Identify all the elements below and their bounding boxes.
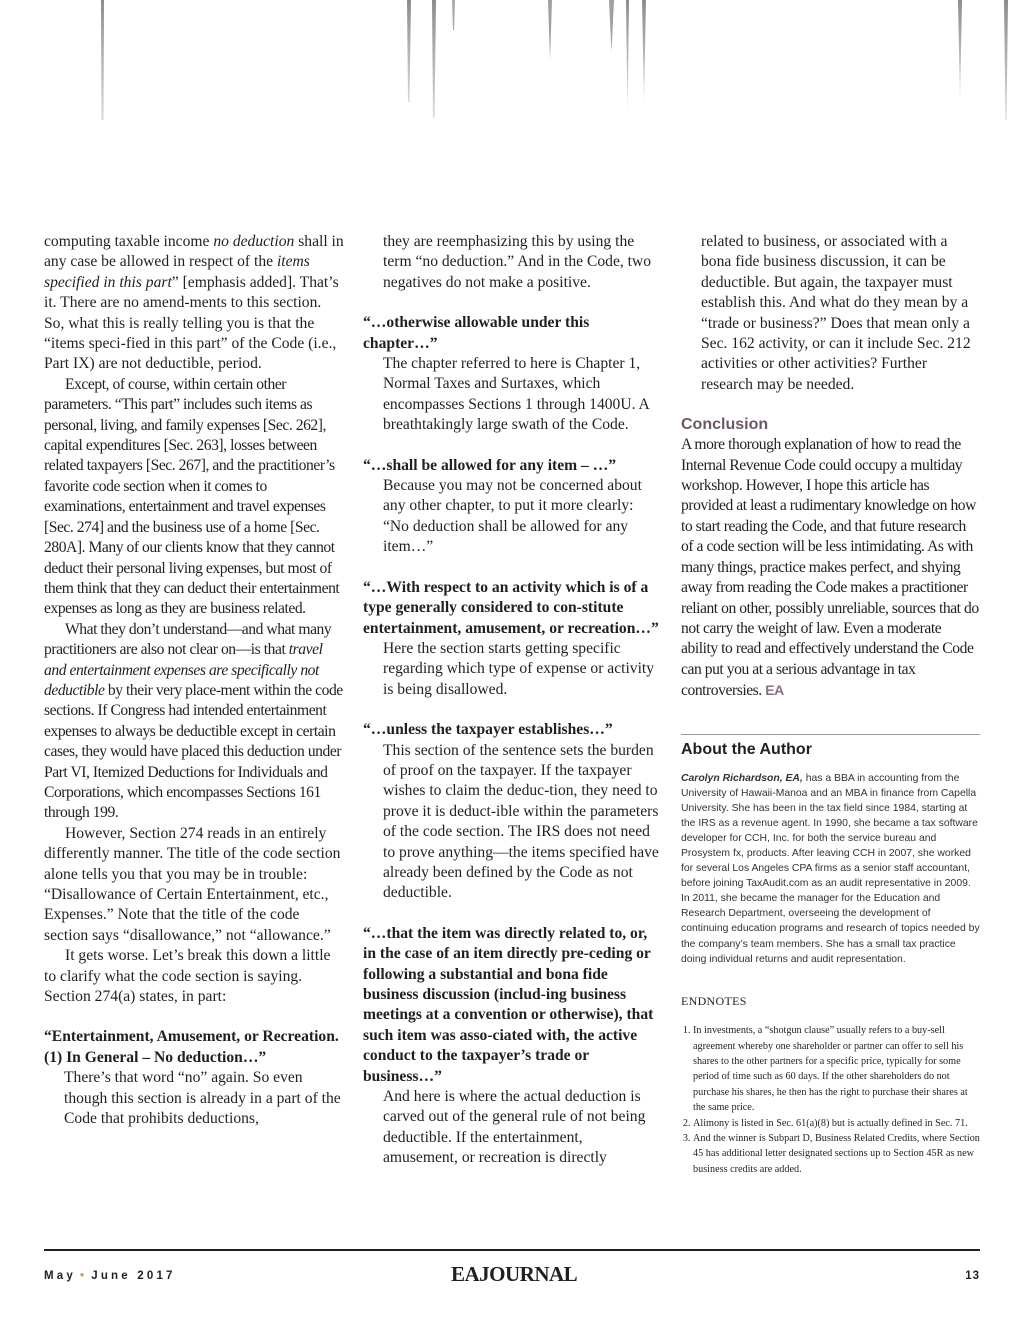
paragraph: they are reemphasizing this by using the term “no deduction.” And in the Code, two negatives do not make a positive.	[383, 233, 652, 291]
paragraph: The chapter referred to here is Chapter 1, Normal Taxes and Surtaxes, which encompasses Sections 1 through 1400U. A breathtakingly large swath of the Code.	[383, 355, 649, 434]
text-run: ” [emphasis added]. That’s it. There are no amend-ments to this section. So, what this is really telling you is that the “items speci-fied in this part” of the Code (i.e., Part IX) are not deductible, period.	[44, 273, 339, 373]
text-run: by their very place-ment within the code sections. If Congress had intended entertainment expenses to always be deductible except in certain cases, they would have placed this deduction under Part VI, Itemized Deductions for Individuals and Corporations, which encompasses Sections 161 through 199.	[44, 681, 343, 822]
paragraph: However, Section 274 reads in an entirely differently manner. The title of the code section alone tells you that you may be in trouble: “Disallowance of Certain Entertainment, etc., Expenses.” Note that the title of the code section says “disallowance,” not “allowance.”	[44, 824, 341, 944]
author-name: Carolyn Richardson, EA,	[681, 772, 803, 784]
paragraph: Except, of course, within certain other parameters. “This part” includes such items as personal, living, and family expenses [Sec. 262], capital expenditures [Sec. 263], losses between related taxpayers [Sec. 267], and the practitioner’s favorite code section when it comes to examinations, entertainment and travel expenses [Sec. 274] and the business use of a home [Sec. 280A]. Many of our clients know that they cannot deduct their personal living expenses, but most of them think that they can deduct their entertainment expenses as long as they are business related.	[44, 375, 340, 618]
emphasis-text: travel and entertainment expenses are specifically not deductible	[44, 641, 323, 699]
emphasis-text: items specified in this part	[44, 253, 310, 291]
paragraph: related to business, or associated with a bona fide business discussion, it can be deductible. But again, the taxpayer must establish this. And what do they mean by a “trade or business?” Does that mean only a Sec. 162 activity, or can it include Sec. 212 activities or other activities? Further research may be needed.	[701, 233, 971, 393]
endnote: 1. In investments, a “shotgun clause” usually refers to a buy-sell agreement whereby one shareholder or partner can offer to sell his shares to the other partners for a specific price, typically for some period of time such as 60 days. If the other shareholders do not purchase his shares, he then has the right to purchase their shares at the same price.	[693, 1023, 980, 1115]
paragraph: This section of the sentence sets the burden of proof on the taxpayer. If the taxpayer wishes to claim the deduc-tion, they need to prove it is deduct-ible within the parameters of the code section. The IRS does not need to prove anything—the items specified have already been defined by the Code as not deductible.	[383, 741, 659, 902]
issue-month-b: June 2017	[91, 1270, 176, 1282]
paragraph	[44, 232, 344, 375]
code-quote-heading: “…otherwise allowable under this chapter…”	[363, 314, 590, 352]
separator-bullet: •	[79, 1270, 88, 1282]
code-quote-heading: “…With respect to an activity which is of a type generally considered to con-stitute entertainment, amusement, or recreation…”	[363, 578, 659, 637]
page-number: 13	[965, 1270, 980, 1282]
header-decorative-lines	[0, 0, 1024, 200]
author-bio	[681, 771, 980, 967]
text-run: What they don’t understand—and what many practitioners are also not clear on—is that	[44, 620, 332, 659]
endnotes-list	[681, 1023, 980, 1177]
divider	[681, 734, 980, 735]
endnote: 2. Alimony is listed in Sec. 61(a)(8) but is actually defined in Sec. 71.	[693, 1116, 980, 1131]
code-quote-heading: “…that the item was directly related to, or, in the case of an item directly pre-ceding or following a substantial and bona fide business discussion (includ-ing business meetings at a convention or otherwise), that such item was asso-ciated with, the active conduct to the taxpayer’s trade or business…”	[363, 924, 654, 1085]
journal-logo: EAJOURNAL	[451, 1262, 578, 1286]
paragraph: Because you may not be concerned about any other chapter, to put it more clearly: “No deduction shall be allowed for any item…”	[383, 477, 642, 556]
endnote: 3. And the winner is Subpart D, Business Related Credits, where Section 45 has additional letter designated sections up to Section 45R as new business credits are added.	[693, 1131, 980, 1177]
paragraph: And here is where the actual deduction is carved out of the general rule of not being deductible. If the entertainment, amusement, or recreation is directly	[383, 1088, 646, 1167]
column-1	[44, 232, 344, 1129]
code-quote-heading: “…shall be allowed for any item – …”	[363, 456, 617, 474]
end-mark: EA	[765, 682, 784, 699]
paragraph: It gets worse. Let’s break this down a little to clarify what the code section is saying. Section 274(a) states, in part:	[44, 947, 331, 1006]
text-run: shall in any case be allowed in respect of the	[44, 233, 344, 271]
conclusion-heading: Conclusion	[681, 416, 769, 434]
emphasis-text: no deduction	[213, 233, 295, 250]
issue-date	[44, 1270, 176, 1282]
paragraph: Here the section starts getting specific regarding which type of expense or activity is being disallowed.	[383, 639, 655, 698]
code-quote-heading: “Entertainment, Amusement, or Recreation. (1) In General – No deduction…”	[44, 1028, 339, 1066]
about-author-heading: About the Author	[681, 740, 812, 758]
text-run: computing taxable income	[44, 233, 214, 250]
column-3	[681, 232, 980, 1177]
footer-rule	[44, 1249, 980, 1251]
paragraph	[681, 435, 980, 701]
text-run: A more thorough explanation of how to read the Internal Revenue Code could occupy a multiday workshop. However, I hope this article has provided at least a rudimentary knowledge on how to start reading the Code, and that future research of a code section will be less intimidating. As with many things, practice makes perfect, and shying away from reading the Code makes a practitioner reliant on other, possibly unreliable, sources that do not carry the weight of law. Even a moderate ability to read and effectively understand the Code can put you at a serious advantage in tax controversies.	[681, 436, 979, 700]
column-2	[363, 232, 661, 1169]
endnotes-heading: ENDNOTES	[681, 993, 747, 1008]
text-run: has a BBA in accounting from the University of Hawaii-Manoa and an MBA in finance from Capella University. She has been in the tax field since 1984, starting at the IRS as a revenue agent. In 1990, she became a tax software developer for CCH, Inc. for both the service bureau and Prosystem fx, products. After leaving CCH in 2007, she worked for several Los Angeles CPA firms as a senior staff accountant, before joining TaxAudit.com as an audit representative in 2009. In 2011, she became the manager for the Education and Research Department, overseeing the development of continuing education programs and research of topics needed by the company’s team members. She has a small tax practice doing individual returns and audit representation.	[681, 772, 980, 965]
paragraph	[44, 620, 344, 824]
paragraph: There’s that word “no” again. So even though this section is already in a part of the Code that prohibits deductions,	[64, 1069, 341, 1128]
code-quote-heading: “…unless the taxpayer establishes…”	[363, 721, 613, 739]
issue-month-a: May	[44, 1270, 76, 1282]
